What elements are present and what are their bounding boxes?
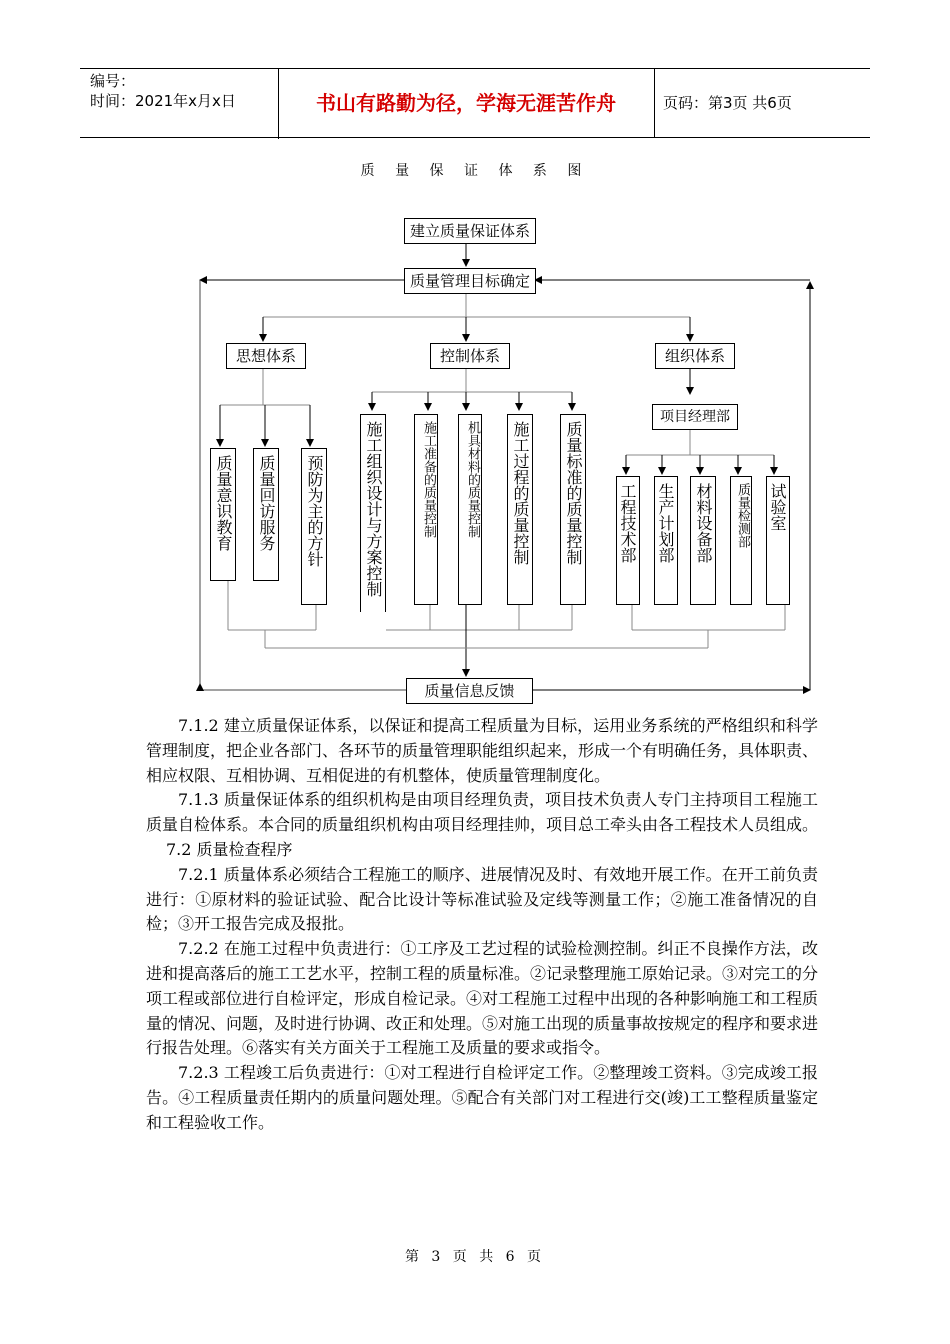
box-control-system: 控制体系 bbox=[430, 343, 510, 369]
date-label: 时间：2021年x月x日 bbox=[90, 92, 236, 110]
paragraph-7-1-2: 7.1.2 建立质量保证体系，以保证和提高工程质量为目标，运用业务系统的严格组织和科学管理制度，把企业各部门、各环节的质量管理职能组织起来，形成一个有明确任务，具体职责、相应权限、互相协调、互相促进的有机整体，使质量管理制度化。 bbox=[146, 716, 819, 785]
box-standard-quality: 质量标准的质量控制 bbox=[560, 414, 586, 605]
header-slogan: 书山有路勤为径，学海无涯苦作舟 bbox=[278, 69, 655, 137]
box-production-dept: 生产计划部 bbox=[654, 476, 678, 605]
box-project-manager: 项目经理部 bbox=[652, 404, 738, 430]
heading-7-2: 7.2 质量检查程序 bbox=[166, 839, 293, 859]
box-org-system: 组织体系 bbox=[655, 343, 735, 369]
box-quality-followup: 质量回访服务 bbox=[253, 448, 279, 581]
box-laboratory: 试验室 bbox=[766, 476, 790, 605]
paragraph-7-1-3: 7.1.3 质量保证体系的组织机构是由项目经理负责，项目技术负责人专门主持项目工程施工质量自检体系。本合同的质量组织机构由项目经理挂帅，项目总工牵头由各工程技术人员组成。 bbox=[146, 790, 819, 835]
box-materials-dept: 材料设备部 bbox=[690, 476, 716, 605]
box-quality-awareness: 质量意识教育 bbox=[210, 448, 236, 581]
body-text bbox=[146, 714, 818, 1136]
box-process-quality: 施工过程的质量控制 bbox=[507, 414, 533, 605]
paragraph-7-2-2: 7.2.2 在施工过程中负责进行：①工序及工艺过程的试验检测控制。纠正不良操作方法，改进和提高落后的施工工艺水平，控制工程的质量标准。②记录整理施工原始记录。③对完工的分项工程或部位进行自检评定，形成自检记录。④对工程施工过程中出现的各种影响施工和工程质量的情况、问题，及时进行协调、改正和处理。⑤对施工出现的质量事故按规定的程序和要求进行报告处理。⑥落实有关方面关于工程施工及质量的要求或指令。 bbox=[146, 939, 819, 1058]
box-engineering-dept: 工程技术部 bbox=[616, 476, 640, 605]
box-feedback: 质量信息反馈 bbox=[406, 678, 533, 704]
page-footer: 第 3 页 共 6 页 bbox=[404, 1249, 546, 1265]
paragraph-7-2-1: 7.2.1 质量体系必须结合工程施工的顺序、进展情况及时、有效地开展工作。在开工前负责进行：①原材料的验证试验、配合比设计等标准试验及定线等测量工作；②施工准备情况的自检；③开工报告完成及报批。 bbox=[146, 864, 818, 934]
box-top: 建立质量保证体系 bbox=[404, 218, 536, 244]
box-goal: 质量管理目标确定 bbox=[404, 268, 536, 294]
paragraph-7-2-3: 7.2.3 工程竣工后负责进行：①对工程进行自检评定工作。②整理竣工资料。③完成竣工报告。④工程质量责任期内的质量问题处理。⑤配合有关部门对工程进行交(竣)工工整程质量鉴定和工程验收工作。 bbox=[146, 1063, 818, 1132]
box-prevention: 预防为主的方针 bbox=[301, 448, 327, 605]
number-label: 编号： bbox=[90, 72, 136, 90]
header-page-label: 页码：第3页 共6页 bbox=[663, 94, 792, 112]
box-construction-design: 施工组织设计与方案控制 bbox=[360, 414, 386, 612]
diagram-title: 质 量 保 证 体 系 图 bbox=[360, 163, 590, 179]
box-prep-quality: 施工准备的质量控制 bbox=[414, 414, 438, 605]
box-equipment-quality: 机具材料的质量控制 bbox=[458, 414, 482, 605]
box-thought-system: 思想体系 bbox=[226, 343, 306, 369]
box-inspection-dept: 质量检测部 bbox=[730, 476, 752, 605]
